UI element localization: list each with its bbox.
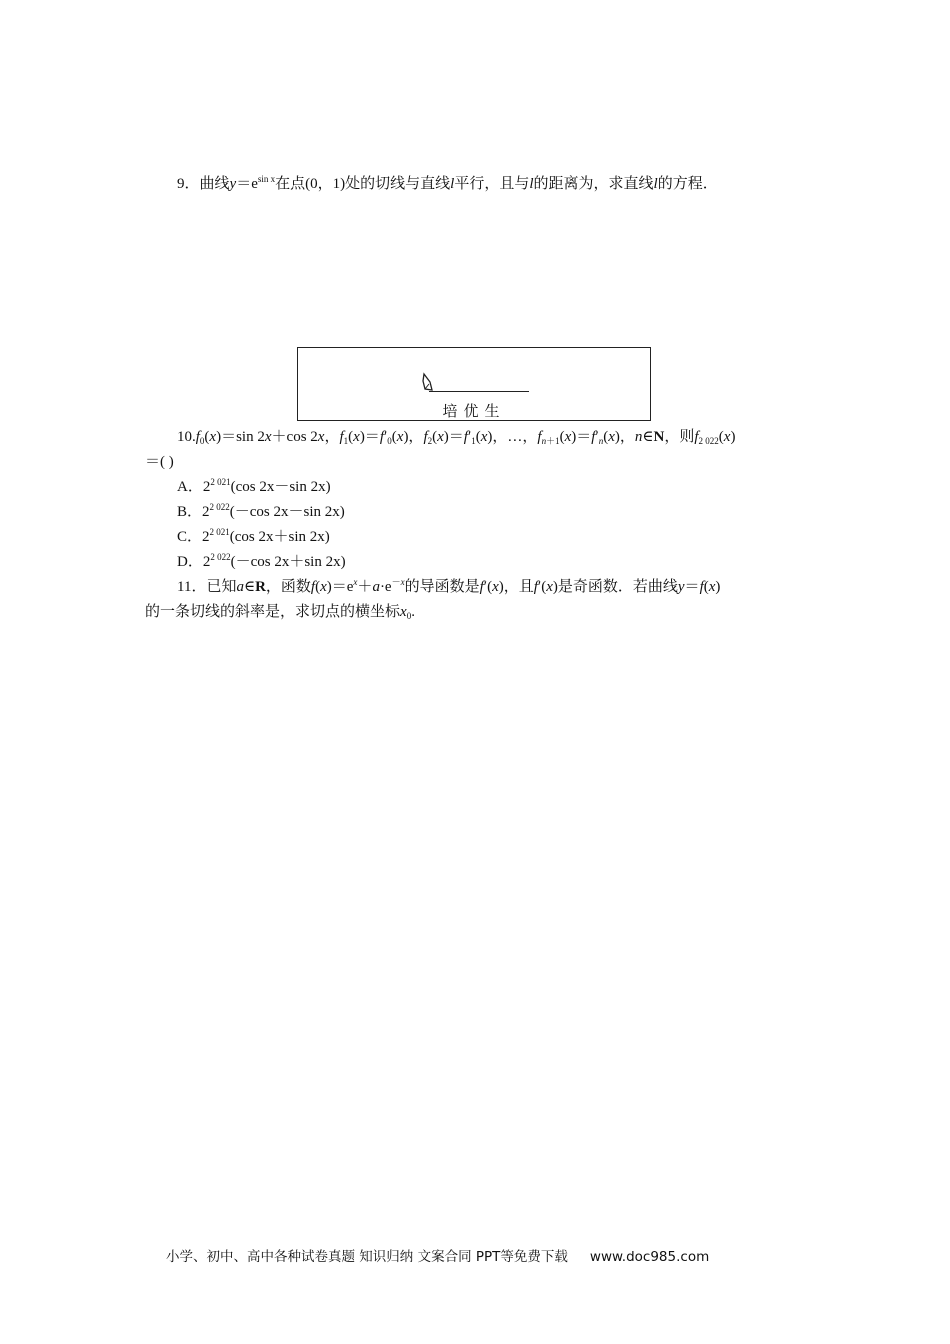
section-title: 培优生 [442, 402, 506, 420]
question-11-line-1 [177, 577, 720, 597]
section-header-box [297, 347, 651, 421]
question-10-line-1 [177, 427, 735, 447]
q10-text: $10.f_0(x)=\sin$ 2x＋cos 2x，$f_1(x)=f'_0(x)$，$f_2(x)=f'_1(x)$，…，$f_{n+1}(x)=f'_n(x)$，n∈N，则$f_{2 022}(x)$ [177, 429, 736, 446]
q11-text-2: 的一条切线的斜率是，求切点的横坐标$x_0$. [145, 604, 415, 621]
pencil-icon [421, 372, 435, 392]
option-c: C．$2^{2 021}(\cos$ 2x＋sin 2x) [177, 527, 330, 545]
option-b: B．$2^{2 022}(-\cos$ 2x－sin 2x) [177, 502, 345, 520]
question-9: 9．曲线$y=e^{sin x}$在点(0，1)处的切线与直线l平行，且与l的距离为，求直线l的方程． [177, 174, 718, 192]
q11-text: 11．已知a∈R，函数$f(x)=e^x+a\cdot e^{-x}$的导函数是f′(x)，且f′(x)是奇函数．若曲线y＝f(x) [177, 577, 721, 595]
footer [166, 1245, 709, 1265]
option-d: D．$2^{2 022}(-\cos$ 2x＋sin 2x) [177, 552, 346, 570]
question-number: 9． [177, 176, 200, 192]
footer-url[interactable]: www.doc985.com [589, 1249, 710, 1265]
question-11-line-2 [145, 602, 415, 622]
footer-text: 小学、初中、高中各种试卷真题 知识归纳 文案合同 PPT等免费下载 [166, 1249, 568, 1265]
option-a: A．$2^{2 021}(\cos$ 2x－sin 2x) [177, 477, 331, 495]
section-rule [429, 391, 529, 392]
question-10-line-2: ＝( ) [145, 454, 174, 470]
